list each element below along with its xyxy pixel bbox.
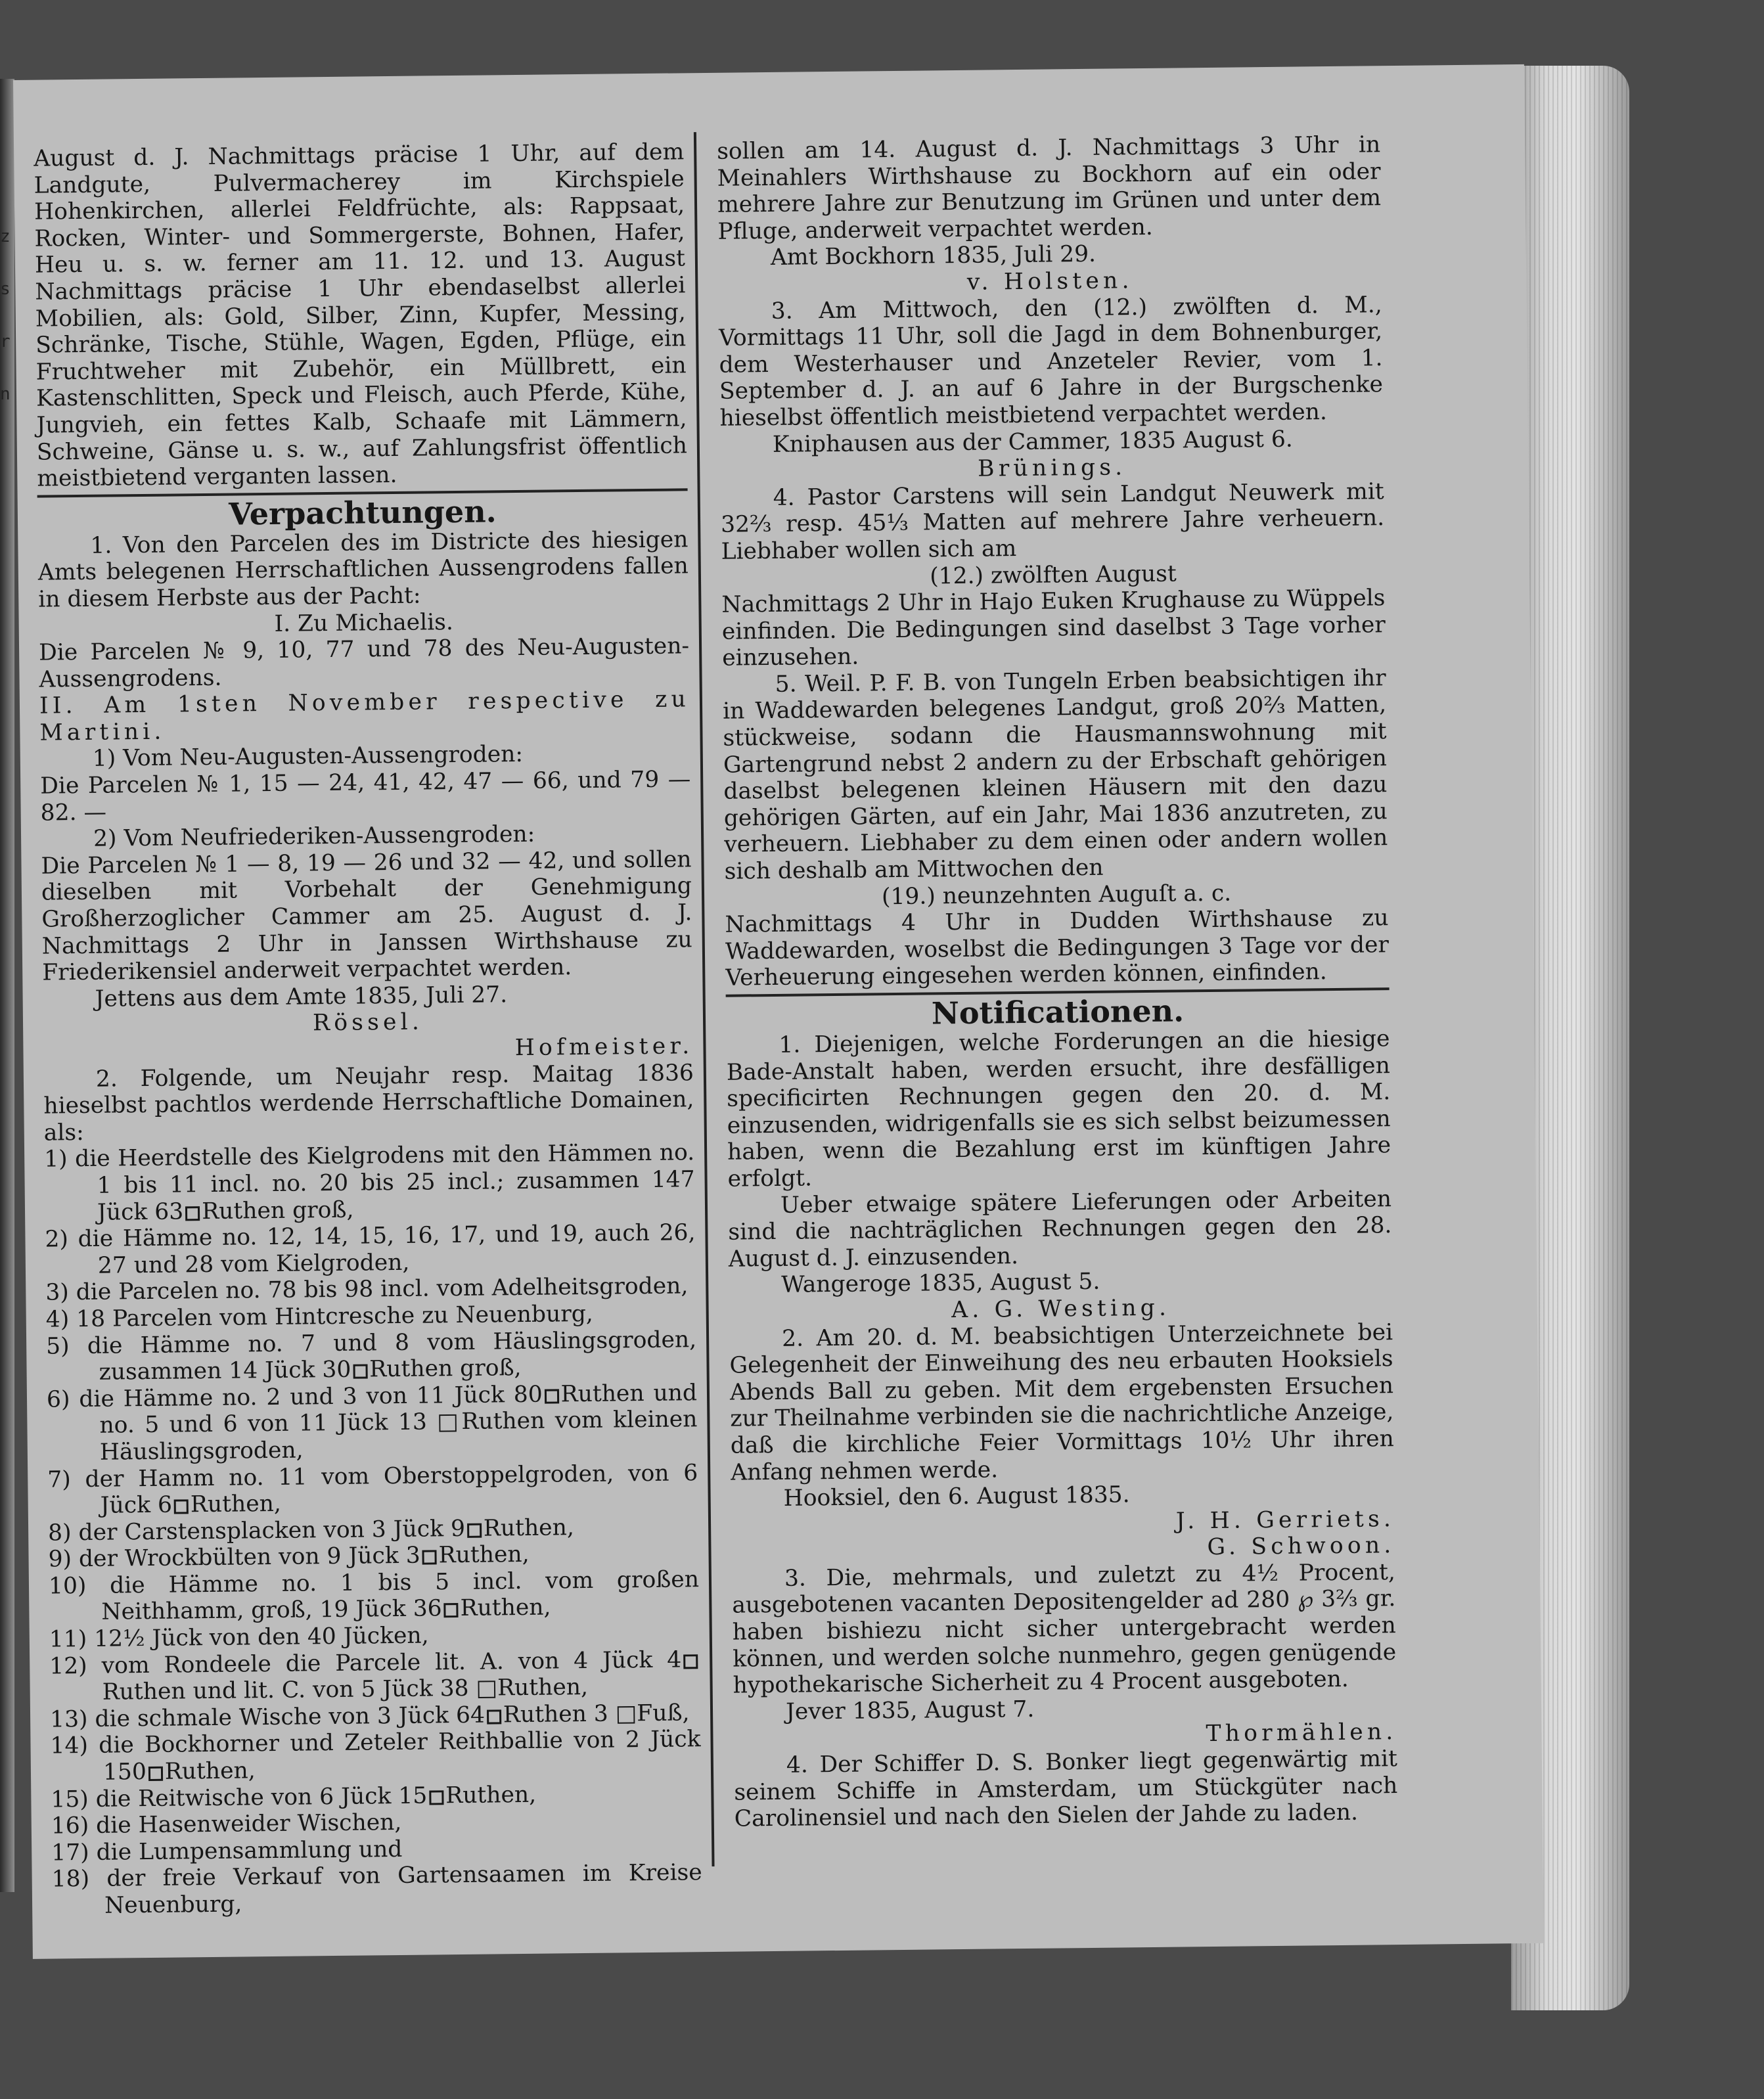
list-item: 17) die Lumpensammlung und: [51, 1836, 403, 1866]
list-item: 1) die Heerdstelle des Kielgrodens mit den Hämmen no. 1 bis 11 incl. no. 20 bis 25 incl.; zusammen 147 Jück 63 Ruthen groß,: [43, 1139, 695, 1226]
margin-mark: n: [0, 384, 11, 404]
list-item: 3) die Parcelen no. 78 bis 98 incl. vom Adelheitsgroden,: [45, 1273, 689, 1306]
notice-4-text: 4. Pastor Carstens will sein Landgut Neuwerk mit 32⅔ resp. 45⅓ Matten auf mehrere Jahre verheuern. Liebhaber wollen sich am: [720, 478, 1385, 565]
notice-1-subheading-michaelis: I. Zu Michaelis.: [274, 608, 454, 637]
list-item: 16) die Hasenweider Wischen,: [51, 1809, 402, 1839]
list-item: 18) der freie Verkauf von Gartensaamen im Kreise Neuenburg,: [51, 1859, 702, 1919]
square-symbol-icon: [487, 1709, 501, 1724]
notice-1-list-a-title: 1) Vom Neu-Augusten-Aussengroden:: [92, 741, 524, 773]
list-item: 13) die schmale Wische von 3 Jück 64 Ruthen 3 □Fuß,: [49, 1700, 690, 1733]
left-column: [34, 139, 702, 1920]
margin-mark: z: [0, 227, 11, 246]
notice-3-date: Kniphausen aus der Cammer, 1835 August 6.: [772, 426, 1293, 458]
list-item: 12) vom Rondeele die Parcele lit. A. von 4 Jück 4Ruthen und lit. C. von 5 Jück 38 □Ruthen,: [49, 1646, 700, 1707]
margin-mark: r: [0, 332, 11, 351]
heading-notificationen: Notificationen.: [931, 993, 1185, 1031]
notice-2-date: Amt Bockhorn 1835, Juli 29.: [770, 241, 1097, 271]
square-symbol-icon: [353, 1365, 367, 1379]
notice-1-date: Jettens aus dem Amte 1835, Juli 27.: [95, 982, 508, 1012]
list-item: 10) die Hämme no. 1 bis 5 incl. vom großen Neithhamm, groß, 19 Jück 36 Ruthen,: [48, 1566, 700, 1626]
list-item: 9) der Wrockbülten von 9 Jück 3 Ruthen,: [48, 1541, 530, 1573]
notification-2-text: 2. Am 20. d. M. beabsichtigen Unterzeichnete bei Gelegenheit der Einweihung des neu erbauten Hooksiels Abends Ball zu geben. Mit dem ergebensten Ersuchen zur Theilnahme verbinden sie die nachrichtliche Anzeige, daß die kirchliche Feier Vormittags 10½ Uhr ihren Anfang nehmen werde.: [729, 1319, 1394, 1486]
notice-2-signature: v. Holsten.: [966, 267, 1133, 296]
square-symbol-icon: [444, 1604, 459, 1618]
notice-3-signature: Brünings.: [977, 454, 1127, 482]
square-symbol-icon: [683, 1654, 698, 1669]
heading-verpachtungen: Verpachtungen.: [228, 493, 497, 532]
notice-1-signature-1: Rössel.: [312, 1008, 424, 1037]
notification-3-text: 3. Die, mehrmals, und zuletzt zu 4½ Procent, ausgebotenen vacanten Depositengelder ad 280 ℘ 3⅔ gr. haben bishiezu nicht sicher untergebracht werden können, und werden solche nunmehro, gegen genügende hypothekarische Sicherheit zu 4 Procent ausgeboten.: [732, 1558, 1397, 1699]
notice-2-continued: sollen am 14. August d. J. Nachmittags 3 Uhr in Meinahlers Wirthshause zu Bockhorn auf ein oder mehrere Jahre zur Benutzung im Grünen und unter dem Pfluge, anderweit verpachtet werden.: [716, 131, 1382, 245]
square-symbol-icon: [422, 1550, 437, 1565]
notice-5-text-2: Nachmittags 4 Uhr in Dudden Wirthshause zu Waddewarden, woselbst die Bedingungen 3 Tage vor der Verheuerung eingesehen werden können, einfinden.: [725, 905, 1390, 992]
list-item: 14) die Bockhorner und Zeteler Reithballie von 2 Jück 150 Ruthen,: [50, 1726, 701, 1786]
notice-1-signature-2: Hofmeister.: [514, 1033, 694, 1062]
newspaper-page: [13, 64, 1544, 1959]
notice-1-subheading-martini: II. Am 1sten November respective zu Martini.: [39, 686, 690, 746]
notice-2-intro: 2. Folgende, um Neujahr resp. Maitag 1836 hieselbst pachtlos werdende Herrschaftliche Domainen, als:: [43, 1059, 694, 1146]
list-item: 8) der Carstensplacken von 3 Jück 9 Ruthen,: [47, 1514, 575, 1546]
notice-3-text: 3. Am Mittwoch, den (12.) zwölften d. M., Vormittags 11 Uhr, soll die Jagd in dem Bohnenburger, dem Westerhauser und Anzeteler Revier, vom 1. September d. J. an auf 6 Jahre in der Burgschenke hieselbst öffentlich meistbietend verpachtet werden.: [718, 291, 1384, 432]
notice-1-intro: 1. Von den Parcelen des im Districte des hiesigen Amts belegenen Herrschaftlichen Aussengrodens fallen in diesem Herbste aus der Pacht:: [37, 526, 689, 613]
notice-4-text-2: Nachmittags 2 Uhr in Hajo Euken Krughause zu Wüppels einfinden. Die Bedingungen sind daselbst 3 Tage vorher einzusehen.: [721, 585, 1386, 672]
square-symbol-icon: [545, 1389, 559, 1403]
auction-notice-continued: August d. J. Nachmittags präcise 1 Uhr, auf dem Landgute, Pulvermacherey im Kirchspiele Hohenkirchen, allerlei Feldfrüchte, als: Rappsaat, Rocken, Winter- und Sommergerste, Bohnen, Hafer, Heu u. s. w. ferner am 11. 12. und 13. August Nachmittags präcise 1 Uhr ebendaselbst allerlei Mobilien, als: Gold, Silber, Zinn, Kupfer, Messing, Schränke, Tische, Stühle, Wagen, Egden, Pflüge, ein Fruchtweher mit Zubehör, ein Müllbrett, ein Kastenschlitten, Speck und Fleisch, auch Pferde, Kühe, Jungvieh, ein fettes Kalb, Schaafe mit Lämmern, Schweine, Gänse u. s. w., auf Zahlungsfrist öffentlich meistbietend verganten lassen.: [34, 139, 688, 492]
notification-3-signature: Thormählen.: [1206, 1719, 1397, 1748]
margin-mark: s: [0, 279, 11, 299]
margin-marks: [0, 210, 13, 420]
notification-3-date: Jever 1835, August 7.: [785, 1696, 1035, 1725]
list-item: 7) der Hamm no. 11 vom Oberstoppelgroden, von 6 Jück 6 Ruthen,: [47, 1459, 698, 1519]
square-symbol-icon: [429, 1790, 443, 1805]
notice-1-list-b-title: 2) Vom Neufriederiken-Aussengroden:: [93, 821, 535, 853]
notification-4-text: 4. Der Schiffer D. S. Bonker liegt gegenwärtig mit seinem Schiffe in Amsterdam, um Stückgüter nach Carolinensiel und nach den Sielen der Jahde zu laden.: [734, 1746, 1398, 1832]
domain-list: [44, 1140, 702, 1920]
notification-2-signature-2: G. Schwoon.: [1207, 1532, 1395, 1561]
notice-1-parcels-michaelis: Die Parcelen № 9, 10, 77 und 78 des Neu-Augusten-Aussengrodens.: [38, 633, 690, 693]
list-item: 4) 18 Parcelen vom Hintcresche zu Neuenburg,: [45, 1300, 593, 1333]
list-item: 5) die Hämme no. 7 und 8 vom Häuslingsgroden, zusammen 14 Jück 30 Ruthen groß,: [45, 1326, 697, 1386]
right-column: [717, 131, 1398, 1832]
notice-5-text: 5. Weil. P. F. B. von Tungeln Erben beabsichtigen ihr in Waddewarden belegenes Landgut, groß 20⅔ Matten, stückweise, sodann die Hausmannswohnung mit Gartengrund nebst 2 andern zu der Erbschaft gehörigen daselbst belegenen kleinen Häusern mit den dazu gehörigen Gärten, auf ein Jahr, Mai 1836 anzutreten, zu verheuern. Liebhaber zu dem einen oder andern wollen sich deshalb am Mittwochen den: [722, 665, 1388, 885]
list-item: 6) die Hämme no. 2 und 3 von 11 Jück 80 Ruthen und no. 5 und 6 von 11 Jück 13 □Ruthen vom kleinen Häuslingsgroden,: [46, 1379, 698, 1466]
notification-1-text: 1. Diejenigen, welche Forderungen an die hiesige Bade-Anstalt haben, werden ersucht, ihre desfälligen specificirten Rechnungen gegen den 20. d. M. einzusenden, widrigenfalls sie es sich selbst beizumessen haben, wenn die Bezahlung erst im künftigen Jahre erfolgt.: [726, 1026, 1391, 1192]
notice-1-list-a-text: Die Parcelen № 1, 15 — 24, 41, 42, 47 — 66, und 79 — 82. —: [40, 766, 691, 826]
notice-4-day: (12.) zwölften August: [930, 560, 1177, 589]
notice-5-day: (19.) neunzehnten Auguſt a. c.: [881, 880, 1232, 910]
notification-2-signature-1: J. H. Gerriets.: [1175, 1505, 1395, 1535]
square-symbol-icon: [174, 1499, 189, 1514]
notice-1-list-b-text: Die Parcelen № 1 — 8, 19 — 26 und 32 — 42, und sollen dieselben mit Vorbehalt der Genehmigung Großherzoglicher Cammer am 25. August d. J. Nachmittags 2 Uhr in Janssen Wirthshause zu Friederikensiel anderweit verpachtet werden.: [41, 846, 692, 986]
notification-2-date: Hooksiel, den 6. August 1835.: [783, 1481, 1130, 1512]
list-item: 15) die Reitwische von 6 Jück 15 Ruthen,: [51, 1781, 537, 1813]
list-item: 2) die Hämme no. 12, 14, 15, 16, 17, und 19, auch 26, 27 und 28 vom Kielgroden,: [45, 1219, 696, 1279]
square-symbol-icon: [467, 1523, 482, 1537]
square-symbol-icon: [148, 1767, 163, 1781]
notification-1-signature: A. G. Westing.: [951, 1294, 1171, 1324]
notification-1-date: Wangeroge 1835, August 5.: [781, 1269, 1100, 1299]
square-symbol-icon: [185, 1206, 200, 1221]
list-item: 11) 12½ Jück von den 40 Jücken,: [49, 1622, 429, 1653]
notification-1-text-2: Ueber etwaige spätere Lieferungen oder Arbeiten sind die nachträglichen Rechnungen gegen den 28. August d. J. einzusenden.: [728, 1185, 1392, 1273]
